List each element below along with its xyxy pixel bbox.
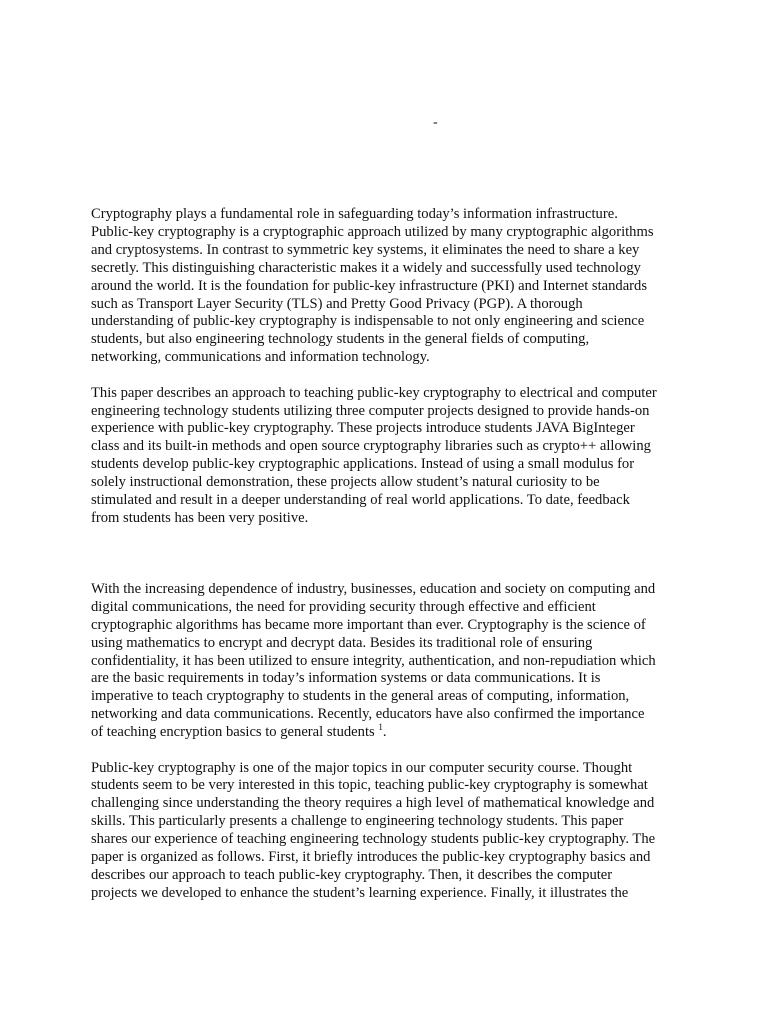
text-line: projects we developed to enhance the student’s learning experience. Finally, it illustrates the <box>91 884 629 901</box>
text-line: from students has been very positive. <box>91 510 309 526</box>
document-body <box>91 206 683 903</box>
text-line: cryptographic algorithms has became more important than ever. Cryptography is the science of <box>91 616 646 633</box>
citation-reference: 1 <box>378 722 383 733</box>
text-line-with-citation <box>91 724 683 742</box>
text-line: students seem to be very interested in this topic, teaching public-key cryptography is somewhat <box>91 777 648 794</box>
text-line: students, but also engineering technology students in the general fields of computing, <box>91 331 590 348</box>
text-line: class and its built-in methods and open source cryptography libraries such as crypto++ allowing <box>91 438 651 455</box>
text-line: This paper describes an approach to teaching public-key cryptography to electrical and computer <box>91 384 657 401</box>
text-line: Public-key cryptography is one of the major topics in our computer security course. Thought <box>91 759 633 776</box>
header-mark: - <box>433 115 438 130</box>
text-line: using mathematics to encrypt and decrypt data. Besides its traditional role of ensuring <box>91 634 593 651</box>
text-line: Public-key cryptography is a cryptographic approach utilized by many cryptographic algorithms <box>91 223 654 240</box>
text-line: confidentiality, it has been utilized to ensure integrity, authentication, and non-repudiation which <box>91 652 656 669</box>
introduction-paragraph-1 <box>91 581 683 742</box>
introduction-paragraph-2 <box>91 760 683 903</box>
text-line: Cryptography plays a fundamental role in safeguarding today’s information infrastructure. <box>91 206 618 222</box>
text-line: and cryptosystems. In contrast to symmetric key systems, it eliminates the need to share a key <box>91 241 640 258</box>
text-line: understanding of public-key cryptography is indispensable to not only engineering and science <box>91 313 645 330</box>
text-line: skills. This particularly presents a challenge to engineering technology students. This paper <box>91 813 624 830</box>
text-line: solely instructional demonstration, these projects allow student’s natural curiosity to be <box>91 474 600 491</box>
text-line-fragment: of teaching encryption basics to general students <box>91 724 379 741</box>
sentence-end: . <box>382 724 387 741</box>
text-line: such as Transport Layer Security (TLS) and Pretty Good Privacy (PGP). A thorough <box>91 295 583 312</box>
text-line: around the world. It is the foundation for public-key infrastructure (PKI) and Internet standards <box>91 277 648 294</box>
text-line: describes our approach to teach public-key cryptography. Then, it describes the computer <box>91 867 613 883</box>
text-line: engineering technology students utilizing three computer projects designed to provide hands-on <box>91 402 650 419</box>
text-line: imperative to teach cryptography to students in the general areas of computing, information, <box>91 688 630 705</box>
text-line: shares our experience of teaching engineering technology students public-key cryptography. The <box>91 831 656 848</box>
text-line: networking, communications and information technology. <box>91 349 430 366</box>
text-line: are the basic requirements in today’s information systems or data communications. It is <box>91 670 601 687</box>
abstract-paragraph-1 <box>91 206 683 367</box>
text-line: challenging since understanding the theory requires a high level of mathematical knowledge and <box>91 795 655 812</box>
text-line: digital communications, the need for providing security through effective and efficient <box>91 598 596 615</box>
text-line: students develop public-key cryptographic applications. Instead of using a small modulus for <box>91 456 635 473</box>
text-line: networking and data communications. Recently, educators have also confirmed the importance <box>91 706 645 723</box>
text-line: stimulated and result in a deeper understanding of real world applications. To date, feedback <box>91 492 630 509</box>
text-line: With the increasing dependence of industry, businesses, education and society on computing and <box>91 580 656 597</box>
text-line: secretly. This distinguishing characteristic makes it a widely and successfully used technology <box>91 259 641 276</box>
abstract-paragraph-2 <box>91 385 683 528</box>
text-line: paper is organized as follows. First, it briefly introduces the public-key cryptography basics and <box>91 849 651 866</box>
text-line: experience with public-key cryptography. These projects introduce students JAVA BigInteger <box>91 420 635 437</box>
